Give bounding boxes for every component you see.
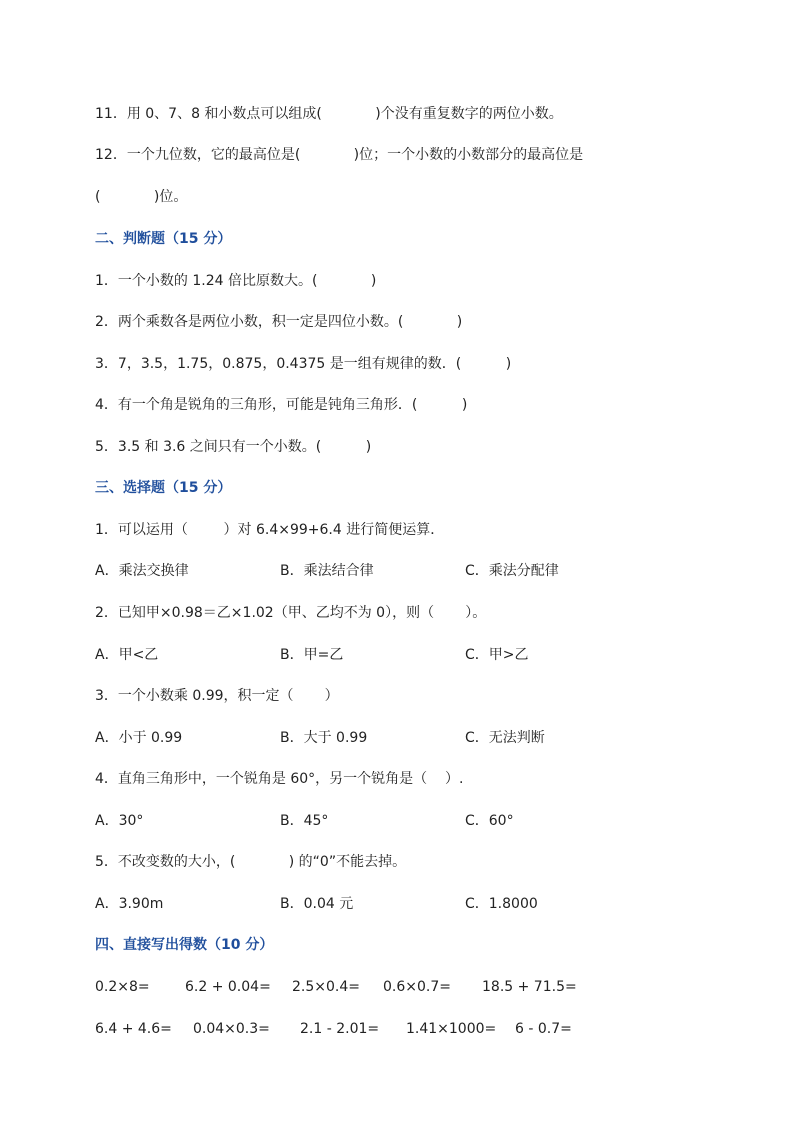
section-heading-choice: 三、选择题（15 分） xyxy=(95,480,232,496)
choice-option-c: C．无法判断 xyxy=(465,730,545,746)
judge-item: 3．7，3.5，1.75，0.875，0.4375 是一组有规律的数．( ) xyxy=(95,356,512,372)
calc-item: 6.2 + 0.04= xyxy=(185,979,271,995)
calc-item: 0.04×0.3= xyxy=(193,1021,270,1037)
calc-item: 2.1 - 2.01= xyxy=(300,1021,380,1037)
choice-option-a: A．小于 0.99 xyxy=(95,730,183,746)
judge-item: 1．一个小数的 1.24 倍比原数大。( ) xyxy=(95,273,377,289)
choice-option-c: C．60° xyxy=(465,813,514,829)
choice-option-b: B．45° xyxy=(280,813,329,829)
choice-option-a: A．3.90m xyxy=(95,896,164,912)
choice-options xyxy=(95,727,735,749)
choice-options xyxy=(95,560,735,582)
calc-item: 0.6×0.7= xyxy=(383,979,451,995)
choice-options xyxy=(95,810,735,832)
choice-question: 4．直角三角形中，一个锐角是 60°，另一个锐角是（ ）. xyxy=(95,771,464,787)
choice-option-b: B．甲=乙 xyxy=(280,647,344,663)
fill-question-12: 12．一个九位数，它的最高位是( )位；一个小数的小数部分的最高位是 xyxy=(95,147,584,163)
calc-item: 6 - 0.7= xyxy=(515,1021,572,1037)
fill-question-11: 11．用 0、7、8 和小数点可以组成( )个没有重复数字的两位小数。 xyxy=(95,106,563,122)
choice-option-b: B．0.04 元 xyxy=(280,896,354,912)
calc-item: 0.2×8= xyxy=(95,979,150,995)
section-heading-direct: 四、直接写出得数（10 分） xyxy=(95,937,274,953)
choice-question: 1．可以运用（ ）对 6.4×99+6.4 进行简便运算． xyxy=(95,522,445,538)
choice-option-a: A．30° xyxy=(95,813,144,829)
choice-question: 3．一个小数乘 0.99，积一定（ ） xyxy=(95,688,339,704)
choice-question: 5．不改变数的大小，( ) 的“0”不能去掉。 xyxy=(95,854,407,870)
fill-question-12-continued: ( )位。 xyxy=(95,189,188,205)
choice-option-c: C．乘法分配律 xyxy=(465,563,559,579)
section-heading-judge: 二、判断题（15 分） xyxy=(95,231,232,247)
choice-option-a: A．乘法交换律 xyxy=(95,563,189,579)
judge-item: 4．有一个角是锐角的三角形，可能是钝角三角形．( ) xyxy=(95,397,468,413)
judge-item: 5．3.5 和 3.6 之间只有一个小数。( ) xyxy=(95,439,372,455)
choice-option-b: B．乘法结合律 xyxy=(280,563,374,579)
calc-item: 6.4 + 4.6= xyxy=(95,1021,172,1037)
calc-item: 18.5 + 71.5= xyxy=(482,979,577,995)
choice-option-c: C．甲>乙 xyxy=(465,647,529,663)
calc-item: 1.41×1000= xyxy=(406,1021,497,1037)
choice-question: 2．已知甲×0.98＝乙×1.02（甲、乙均不为 0），则（ ）。 xyxy=(95,605,487,621)
choice-options xyxy=(95,644,735,666)
choice-option-a: A．甲<乙 xyxy=(95,647,159,663)
choice-option-b: B．大于 0.99 xyxy=(280,730,368,746)
judge-item: 2．两个乘数各是两位小数，积一定是四位小数。( ) xyxy=(95,314,463,330)
choice-options xyxy=(95,893,735,915)
calc-item: 2.5×0.4= xyxy=(292,979,360,995)
choice-option-c: C．1.8000 xyxy=(465,896,538,912)
